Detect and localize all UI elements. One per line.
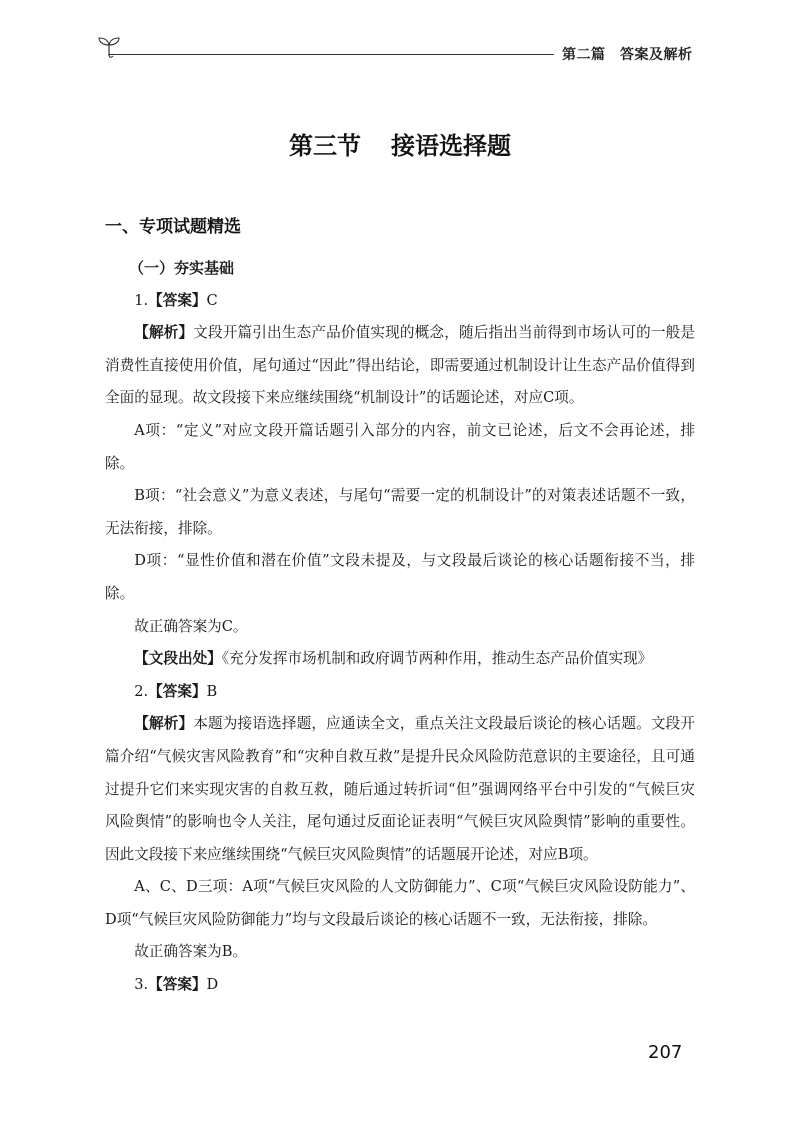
q3-answer-label: 【答案】 — [148, 976, 207, 994]
page-number: 207 — [648, 1042, 683, 1063]
q2-analysis-text: 本题为接语选择题，应通读全文，重点关注文段最后谈论的核心话题。文段开篇介绍“气候灾害风险教育”和“灾种自救互救”是提升民众风险防范意识的主要途径，且可通过提升它们来实现灾害的自救互救，随后通过转折词“但”强调网络平台中引发的“气候巨灾风险舆情”的影响也令人关注，尾句通过反面论证表明“气候巨灾风险舆情”影响的重要性。因此文段接下来应继续围绕“气候巨灾风险舆情”的话题展开论述，对应B项。 — [105, 715, 695, 863]
q2-options-acd: A、C、D三项：A项“气候巨灾风险的人文防御能力”、C项“气候巨灾风险设防能力”、D项“气候巨灾风险防御能力”均与文段最后谈论的核心话题不一致，无法衔接，排除。 — [105, 878, 695, 928]
q1-answer-line — [105, 285, 695, 318]
q2-analysis — [105, 708, 695, 871]
q1-option-b: B项：“社会意义”为意义表述，与尾句“需要一定的机制设计”的对策表述话题不一致，无法衔接，排除。 — [105, 487, 695, 537]
q1-source — [105, 643, 695, 676]
sprout-icon — [95, 34, 123, 62]
q1-analysis — [105, 317, 695, 415]
q1-conclusion: 故正确答案为C。 — [134, 617, 248, 635]
q3-answer: D — [206, 976, 219, 994]
q1-source-label: 【文段出处】 — [134, 650, 222, 668]
q3-answer-line — [105, 969, 695, 1002]
page-title — [0, 126, 800, 161]
q1-analysis-label: 【解析】 — [134, 324, 194, 342]
q1-option-a: A项：“定义”对应文段开篇话题引入部分的内容，前文已论述，后文不会再论述，排除。 — [105, 421, 695, 472]
q2-answer: B — [206, 682, 218, 700]
q1-number: 1. — [134, 291, 149, 309]
q1-answer: C — [206, 291, 218, 309]
body-content — [105, 252, 695, 1002]
section-heading: 一、专项试题精选 — [105, 217, 241, 237]
title-part1: 第三节 — [289, 132, 361, 160]
q1-answer-label: 【答案】 — [148, 291, 207, 309]
q1-source-text: 《充分发挥市场机制和政府调节两种作用，推动生态产品价值实现》 — [221, 650, 653, 668]
q1-analysis-text: 文段开篇引出生态产品价值实现的概念，随后指出当前得到市场认可的一般是消费性直接使用价值，尾句通过“因此”得出结论，即需要通过机制设计让生态产品价值得到全面的显现。故文段接下来应继续围绕“机制设计”的话题论述，对应C项。 — [105, 324, 695, 407]
title-part2: 接语选择题 — [391, 132, 511, 160]
sub-heading: （一）夯实基础 — [129, 259, 235, 277]
q2-answer-label: 【答案】 — [148, 682, 207, 700]
q2-answer-line — [105, 676, 695, 709]
q2-number: 2. — [134, 682, 149, 700]
q2-analysis-label: 【解析】 — [134, 715, 194, 733]
q1-option-d: D项：“显性价值和潜在价值”文段未提及，与文段最后谈论的核心话题衔接不当，排除。 — [105, 552, 695, 602]
header-rule — [109, 54, 554, 55]
q3-number: 3. — [134, 976, 149, 994]
q2-conclusion: 故正确答案为B。 — [134, 943, 248, 961]
header-label: 第二篇 答案及解析 — [562, 47, 693, 63]
